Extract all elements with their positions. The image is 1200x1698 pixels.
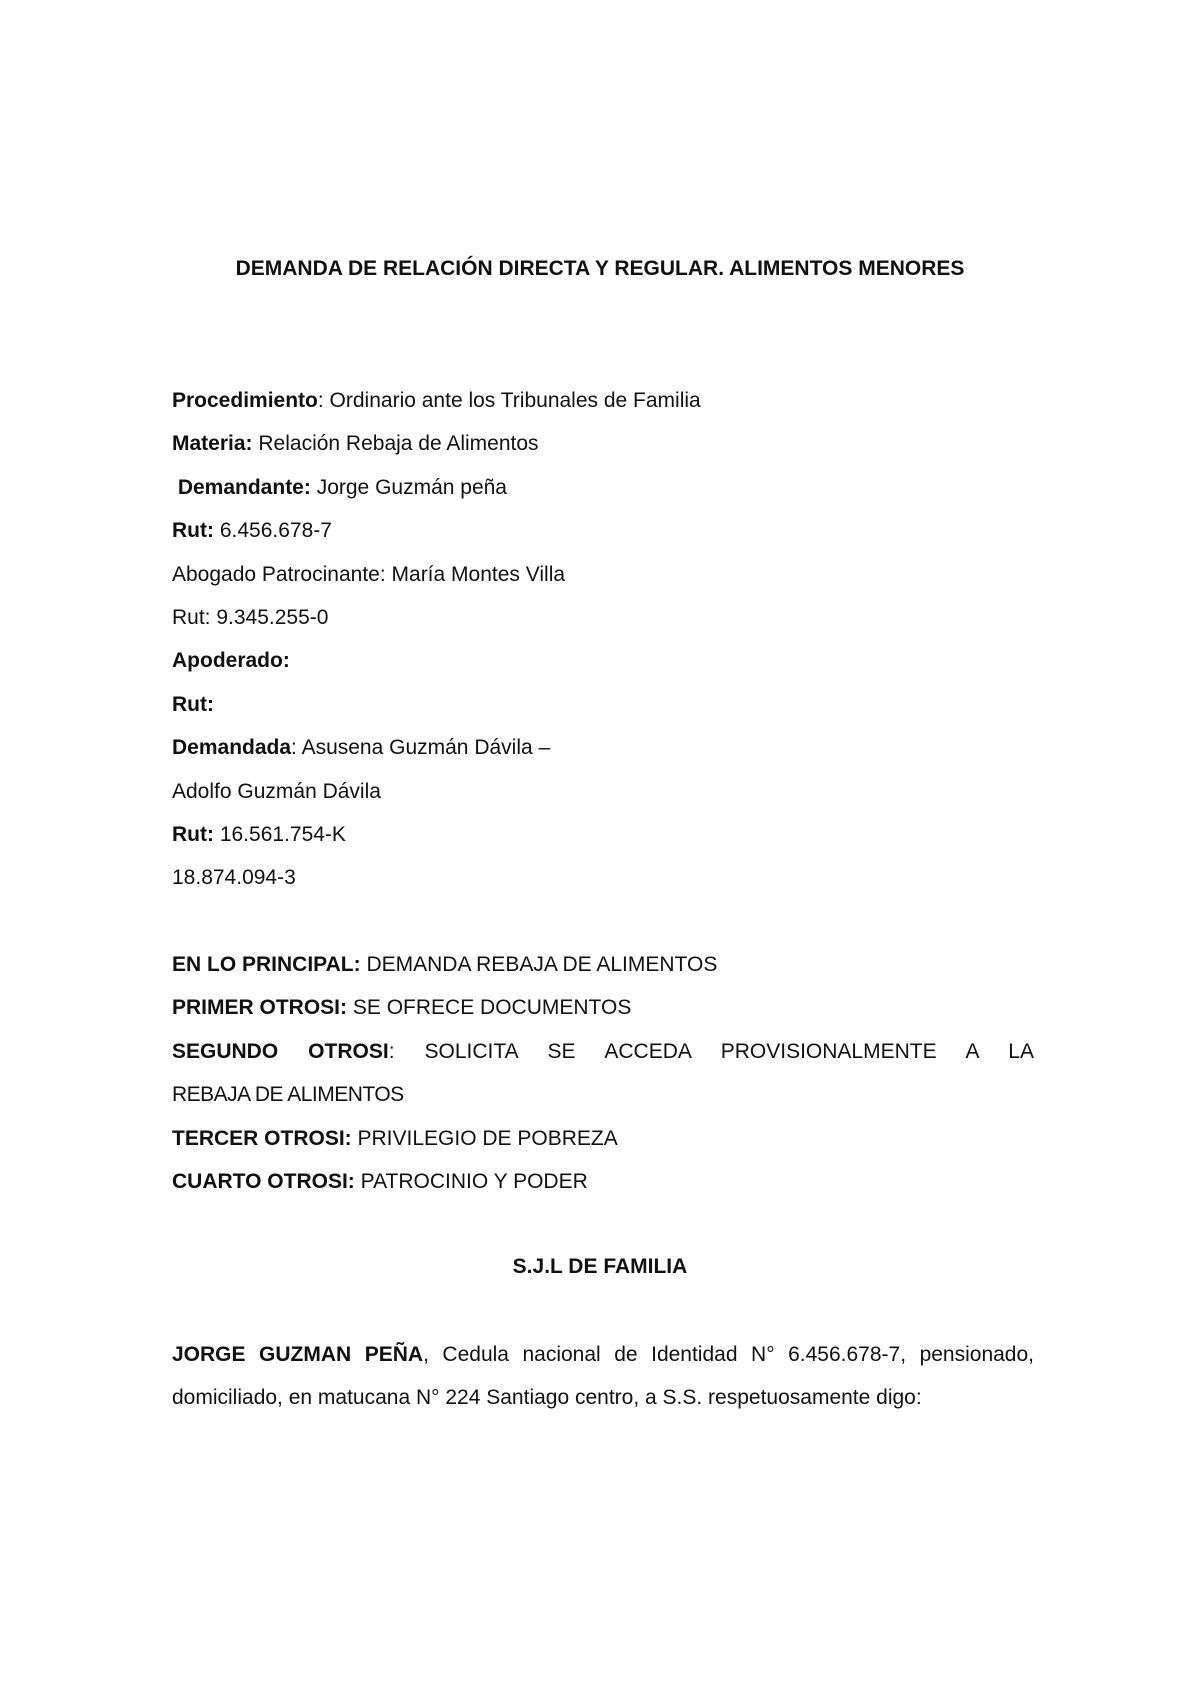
field-label: Rut: bbox=[172, 606, 211, 629]
sumilla-continuation: REBAJA DE ALIMENTOS bbox=[172, 1083, 404, 1107]
opening-paragraph bbox=[172, 1333, 1034, 1419]
header-field bbox=[172, 388, 701, 414]
opening-text: , Cedula nacional de Identidad N° 6.456.678-7, pensionado, domiciliado, en matucana N° 224 Santiago centro, a S.S. respetuosamente digo: bbox=[172, 1343, 1034, 1409]
sumilla-label: TERCER OTROSI: bbox=[172, 1126, 352, 1150]
field-label: Abogado Patrocinante: bbox=[172, 562, 386, 586]
header-field bbox=[172, 518, 332, 544]
field-value: 18.874.094-3 bbox=[172, 866, 296, 890]
field-label: Apoderado: bbox=[172, 649, 290, 673]
sumilla-value: PRIVILEGIO DE POBREZA bbox=[351, 1126, 618, 1150]
header-field bbox=[172, 779, 381, 805]
sumilla-item bbox=[172, 1126, 618, 1152]
field-value: 16.561.754-K bbox=[219, 823, 346, 846]
sumilla-label: SEGUNDO OTROSI bbox=[172, 1039, 389, 1063]
field-value: 9.345.255-0 bbox=[216, 606, 329, 629]
field-label: Rut: bbox=[172, 519, 214, 543]
field-value: Asusena Guzmán Dávila – bbox=[301, 736, 551, 760]
header-field bbox=[172, 735, 550, 761]
plaintiff-name: JORGE GUZMAN PEÑA bbox=[172, 1343, 424, 1366]
document-title: DEMANDA DE RELACIÓN DIRECTA Y REGULAR. ALIMENTOS MENORES bbox=[235, 257, 965, 280]
header-field bbox=[172, 865, 296, 891]
sumilla-label: PRIMER OTROSI: bbox=[172, 996, 348, 1020]
field-value: Ordinario ante los Tribunales de Familia bbox=[329, 389, 701, 412]
field-label: Rut: bbox=[172, 823, 214, 846]
field-separator: : bbox=[291, 736, 302, 760]
court-heading: S.J.L DE FAMILIA bbox=[512, 1255, 688, 1278]
sumilla-label: CUARTO OTROSI: bbox=[172, 1170, 355, 1193]
field-separator: : bbox=[317, 389, 330, 412]
header-field bbox=[172, 692, 214, 718]
field-label: Rut: bbox=[172, 692, 214, 716]
sumilla-value: PATROCINIO Y PODER bbox=[354, 1170, 588, 1193]
header-field bbox=[172, 475, 507, 501]
sumilla-item bbox=[172, 995, 631, 1021]
sumilla-label: EN LO PRINCIPAL: bbox=[172, 953, 361, 976]
field-label: Demandante: bbox=[172, 475, 311, 499]
field-label: Procedimiento bbox=[172, 389, 318, 412]
header-field bbox=[172, 562, 565, 588]
sumilla-item bbox=[172, 952, 717, 978]
field-value: Adolfo Guzmán Dávila bbox=[172, 779, 381, 803]
sumilla-value: : SOLICITA SE ACCEDA PROVISIONALMENTE A LA bbox=[388, 1039, 1034, 1063]
sumilla-value: SE OFRECE DOCUMENTOS bbox=[347, 996, 632, 1020]
field-label: Materia: bbox=[172, 432, 253, 456]
field-value: Relación Rebaja de Alimentos bbox=[258, 432, 539, 456]
header-field bbox=[172, 431, 539, 457]
sumilla-value: DEMANDA REBAJA DE ALIMENTOS bbox=[360, 953, 718, 976]
field-value: Jorge Guzmán peña bbox=[316, 475, 507, 499]
field-label: Demandada bbox=[172, 736, 292, 760]
field-value: María Montes Villa bbox=[391, 562, 566, 586]
field-value: 6.456.678-7 bbox=[219, 519, 332, 543]
sumilla-item bbox=[172, 1169, 588, 1195]
header-field bbox=[172, 648, 290, 674]
header-field bbox=[172, 822, 346, 848]
header-field bbox=[172, 605, 328, 631]
sumilla-item bbox=[172, 1039, 1034, 1065]
